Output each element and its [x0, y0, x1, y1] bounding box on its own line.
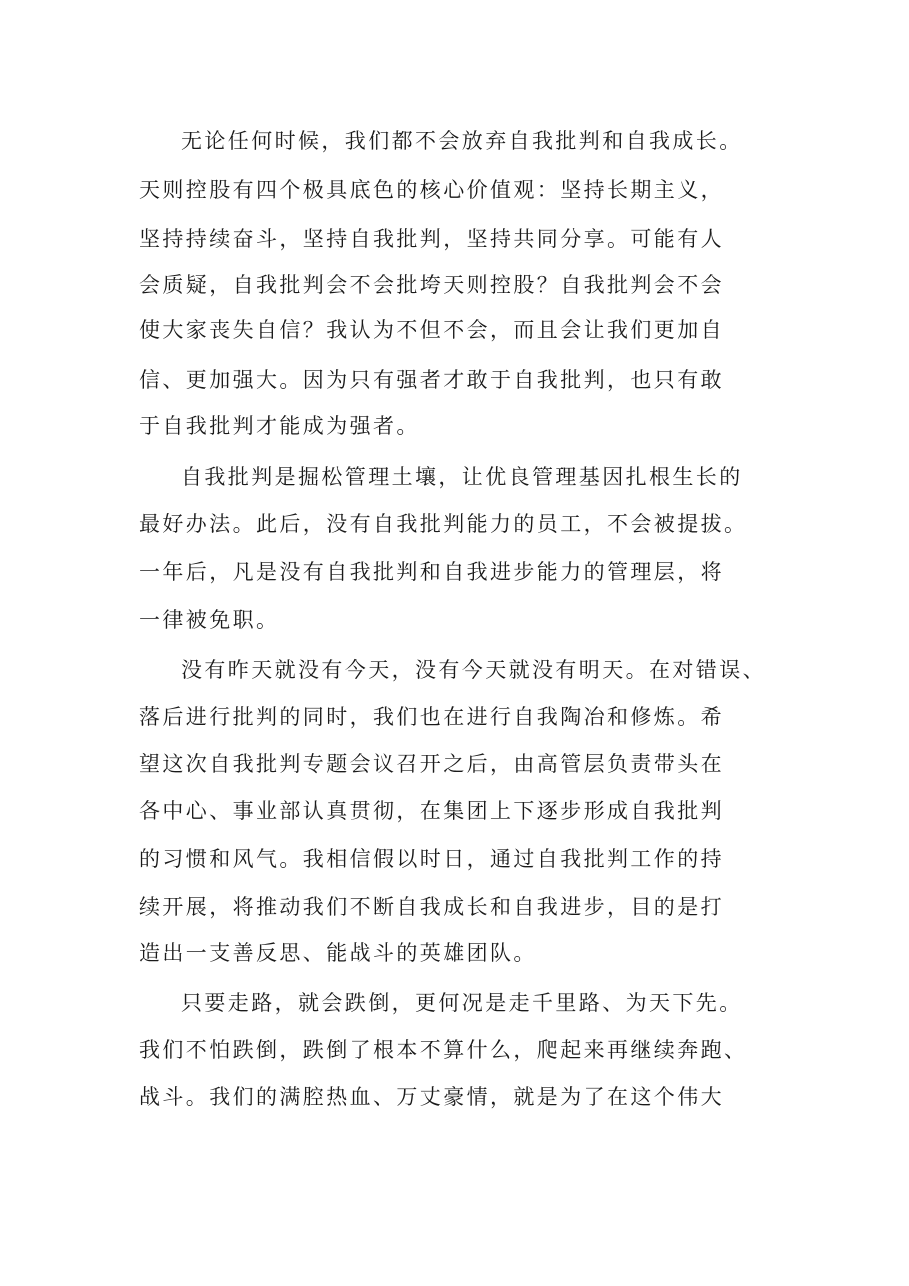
paragraph-line: 造出一支善反思、能战斗的英雄团队。 [139, 941, 537, 965]
paragraph-line: 无论任何时候，我们都不会放弃自我批判和自我成长。 [181, 129, 743, 153]
paragraph-line: 自我批判是掘松管理土壤，让优良管理基因扎根生长的 [181, 465, 743, 489]
paragraph-line: 使大家丧失自信？我认为不但不会，而且会让我们更加自 [139, 318, 724, 342]
paragraph-line: 只要走路，就会跌倒，更何况是走千里路、为天下先。 [181, 991, 743, 1015]
paragraph-line: 战斗。我们的满腔热血、万丈豪情，就是为了在这个伟大 [139, 1085, 724, 1109]
paragraph-line: 天则控股有四个极具底色的核心价值观：坚持长期主义， [139, 178, 724, 202]
paragraph-line: 各中心、事业部认真贯彻，在集团上下逐步形成自我批判 [139, 799, 724, 823]
paragraph-line: 一律被免职。 [139, 608, 280, 632]
paragraph-line: 于自我批判才能成为强者。 [139, 414, 420, 438]
paragraph-line: 没有昨天就没有今天，没有今天就没有明天。在对错误、 [181, 658, 766, 682]
paragraph-line: 会质疑，自我批判会不会批垮天则控股？自我批判会不会 [139, 273, 724, 297]
paragraph-line: 一年后，凡是没有自我批判和自我进步能力的管理层，将 [139, 560, 724, 584]
paragraph-line: 信、更加强大。因为只有强者才敢于自我批判，也只有敢 [139, 368, 724, 392]
paragraph-line: 我们不怕跌倒，跌倒了根本不算什么，爬起来再继续奔跑、 [139, 1038, 748, 1062]
paragraph-line: 的习惯和风气。我相信假以时日，通过自我批判工作的持 [139, 847, 724, 871]
paragraph-line: 落后进行批判的同时，我们也在进行自我陶冶和修炼。希 [139, 705, 724, 729]
paragraph-line: 续开展，将推动我们不断自我成长和自我进步，目的是打 [139, 895, 724, 919]
paragraph-line: 望这次自我批判专题会议召开之后，由高管层负责带头在 [139, 752, 724, 776]
paragraph-line: 最好办法。此后，没有自我批判能力的员工，不会被提拔。 [139, 512, 748, 536]
paragraph-line: 坚持持续奋斗，坚持自我批判，坚持共同分享。可能有人 [139, 227, 724, 251]
